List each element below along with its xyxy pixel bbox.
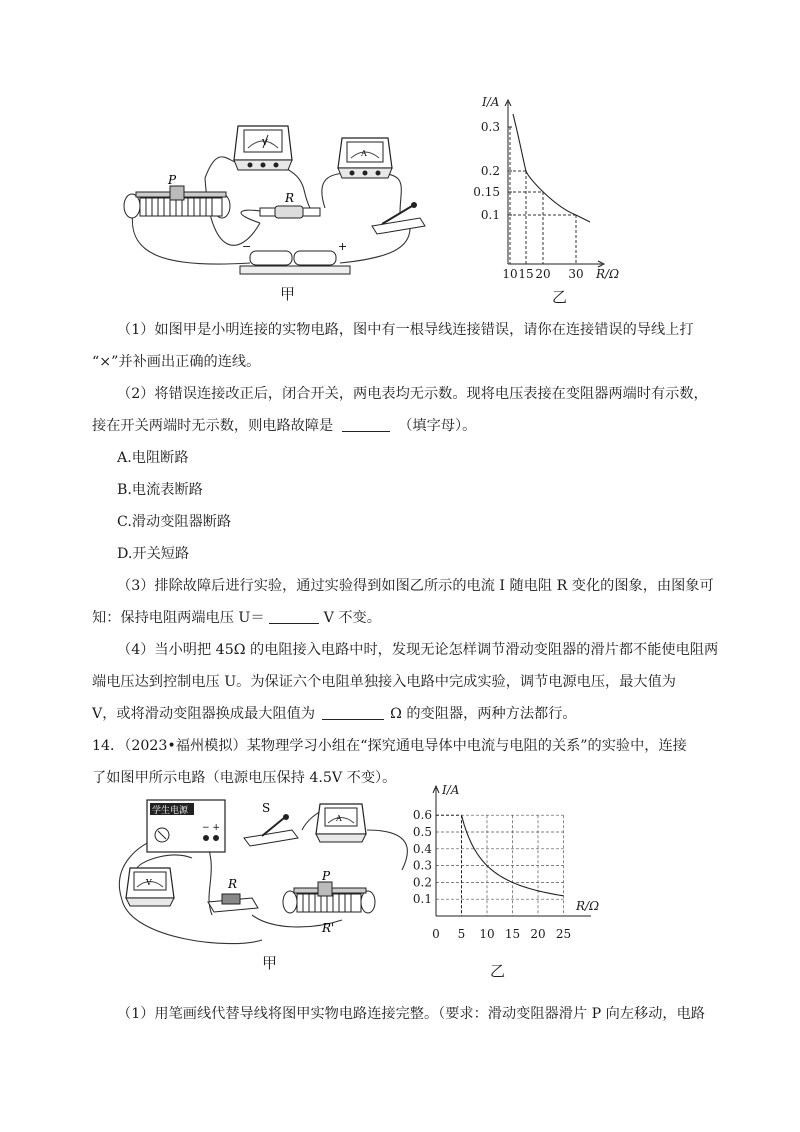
- battery: [240, 240, 350, 274]
- q13-part4-line2: 端电压达到控制电压 U。为保证六个电阻单独接入电路中完成实验，调节电源电压，最大值为: [92, 674, 676, 690]
- current-resistance-graph-1: [440, 92, 640, 287]
- y-tick-label: 0.3: [480, 120, 500, 134]
- x-tick-label: 10: [479, 927, 495, 941]
- y-tick-label: 0.15: [473, 185, 500, 199]
- svg-text:− +: − +: [202, 823, 220, 833]
- slider-label: P: [168, 173, 177, 187]
- switch: [244, 801, 298, 846]
- q14-stem-line1: 14．（2023•福州模拟）某物理学习小组在“探究通电导体中电流与电阻的关系”的实验中，连接: [92, 738, 687, 754]
- x-tick-label: 15: [504, 927, 521, 941]
- ammeter-symbol: A: [361, 149, 367, 158]
- voltmeter: [126, 868, 174, 906]
- voltmeter-symbol: V: [146, 878, 152, 887]
- voltmeter-symbol: V: [262, 138, 268, 147]
- x-tick-label: 0: [432, 927, 440, 941]
- switch: [372, 202, 425, 234]
- power-supply-label: 学生电源: [152, 806, 189, 816]
- q13-part4-line3: [92, 704, 800, 724]
- y-tick-label: 0.3: [412, 858, 432, 873]
- current-resistance-graph-2: [406, 780, 626, 955]
- x-tick-label: 5: [457, 927, 466, 941]
- y-tick-label: 0.2: [480, 164, 500, 178]
- x-tick-label: 20: [530, 927, 546, 941]
- graph-label-2: 乙: [490, 962, 506, 980]
- circuit-label-2: 甲: [262, 954, 278, 972]
- slider-label: P: [322, 869, 331, 883]
- x-tick-label: 25: [555, 927, 572, 941]
- q13-part3-line1: （3）排除故障后进行实验，通过实验得到如图乙所示的电流 I 随电阻 R 变化的图象，由图象可: [117, 578, 714, 594]
- resistor: [260, 191, 320, 218]
- x-tick-label: 15: [518, 267, 534, 281]
- ammeter: [338, 138, 392, 178]
- battery-minus: −: [242, 240, 252, 253]
- q13-part4-text-a: V，或将滑动变阻器换成最大阻值为: [92, 706, 316, 722]
- q13-option-c: C.滑动变阻器断路: [117, 514, 232, 530]
- resistor: [208, 877, 258, 912]
- y-tick-label: 0.4: [412, 841, 432, 856]
- q13-option-a: A.电阻断路: [117, 450, 189, 466]
- q13-part1-line1: （1）如图甲是小明连接的实物电路，图中有一根导线连接错误，请你在连接错误的导线上打: [117, 322, 694, 338]
- q13-part3-text-a: 知：保持电阻两端电压 U＝: [92, 610, 265, 626]
- x-axis-label: R/Ω: [576, 899, 600, 913]
- circuit-label-1: 甲: [280, 285, 296, 303]
- resistor-label: R: [228, 877, 238, 891]
- q13-part2-text-b: （填字母）。: [398, 418, 477, 434]
- ammeter-symbol: A: [336, 814, 342, 823]
- y-tick-label: 0.2: [412, 875, 432, 890]
- q13-part3-answer-blank[interactable]: [269, 609, 319, 624]
- q13-option-b: B.电流表断路: [117, 482, 203, 498]
- rheostat: [124, 173, 230, 218]
- rheostat: [283, 869, 375, 935]
- resistor-label: R: [285, 191, 295, 205]
- x-tick-label: 30: [568, 267, 584, 281]
- y-tick-label: 0.6: [412, 808, 432, 823]
- q13-part2-answer-blank[interactable]: [342, 417, 390, 432]
- circuit-diagram-1: [110, 118, 440, 303]
- q14-part1-line1: （1）用笔画线代替导线将图甲实物电路连接完整。（要求：滑动变阻器滑片 P 向左移动，电路: [117, 1006, 705, 1022]
- q13-part4-answer-blank[interactable]: [322, 705, 384, 720]
- q13-option-d: D.开关短路: [117, 546, 190, 562]
- ammeter: [316, 804, 366, 842]
- x-tick-label: 10: [502, 267, 518, 281]
- y-tick-label: 0.1: [480, 208, 500, 222]
- q13-part4-text-b: Ω 的变阻器，两种方法都行。: [390, 706, 577, 722]
- q13-part3-text-b: V 不变。: [323, 610, 381, 626]
- y-axis-label: I/A: [482, 95, 500, 109]
- y-axis-label: I/A: [442, 783, 460, 797]
- q13-part1-line2: “×”并补画出正确的连线。: [92, 354, 261, 370]
- battery-plus: +: [338, 240, 348, 253]
- rheostat-label: R': [322, 921, 335, 935]
- q14-stem-line2: 了如图甲所示电路（电源电压保持 4.5V 不变）。: [92, 770, 397, 786]
- q13-part4-line1: （4）当小明把 45Ω 的电阻接入电路中时，发现无论怎样调节滑动变阻器的滑片都不能使电阻两: [117, 642, 719, 658]
- q13-part3-line2: [92, 608, 800, 628]
- switch-label: S: [262, 801, 271, 815]
- x-axis-label: R/Ω: [596, 267, 620, 281]
- x-tick-label: 20: [535, 267, 551, 281]
- q13-part2-line1: （2）将错误连接改正后，闭合开关，两电表均无示数。现将电压表接在变阻器两端时有示数，: [117, 386, 708, 402]
- power-supply: [147, 800, 225, 852]
- voltmeter: [234, 126, 292, 170]
- q13-part2-text-a: 接在开关两端时无示数，则电路故障是: [92, 418, 334, 434]
- y-tick-label: 0.1: [412, 892, 432, 907]
- circuit-diagram-2: [112, 790, 412, 950]
- q13-part2-line2: [92, 416, 800, 436]
- graph-label-1: 乙: [552, 288, 568, 306]
- series-curve: [513, 114, 590, 222]
- y-tick-label: 0.5: [412, 825, 432, 839]
